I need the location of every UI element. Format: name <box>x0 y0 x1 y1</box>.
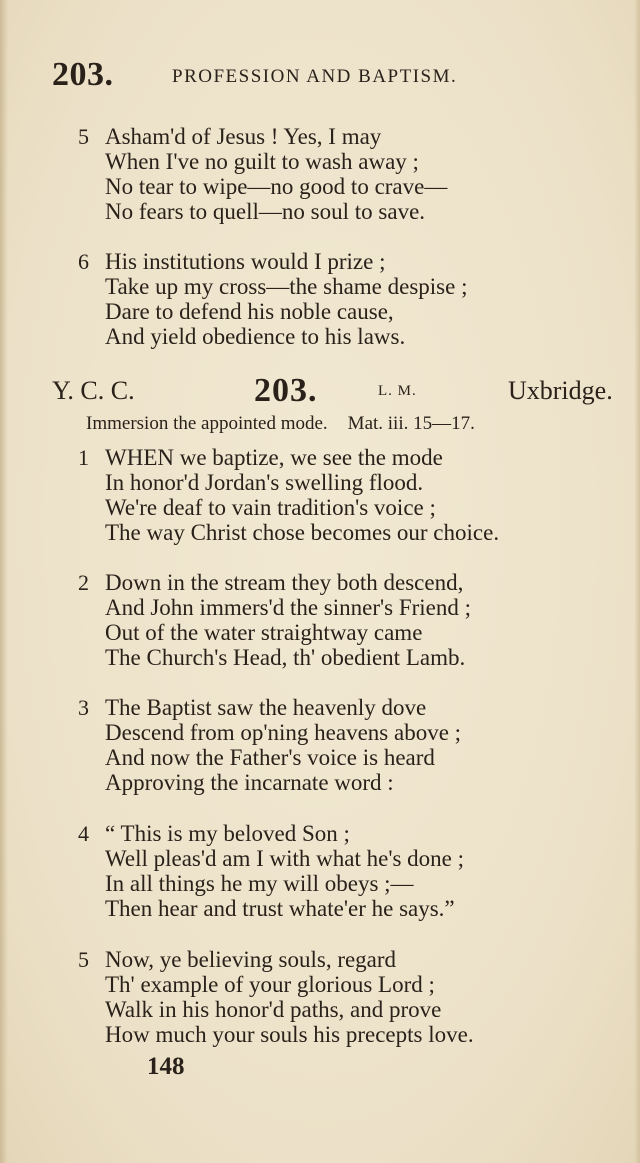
verse-text: “ This is my beloved Son ; <box>105 821 350 846</box>
verse-text: WHEN we baptize, we see the mode <box>105 445 443 470</box>
hymn-meter: L. M. <box>378 383 417 399</box>
page-edge-shadow-left <box>0 0 8 1163</box>
verse-text: And now the Father's voice is heard <box>105 745 435 770</box>
verse-text: His institutions would I prize ; <box>105 249 386 274</box>
scripture-reference: Mat. iii. 15—17. <box>347 413 475 434</box>
verse-number: 3 <box>78 695 89 720</box>
verse-number: 2 <box>78 570 89 595</box>
verse-text: In honor'd Jordan's swelling flood. <box>105 470 424 495</box>
verse-text: And John immers'd the sinner's Friend ; <box>105 595 472 620</box>
page-number: 148 <box>147 1053 185 1080</box>
verse-text: Now, ye believing souls, regard <box>105 947 397 972</box>
verse-text: No tear to wipe—no good to crave— <box>105 174 448 199</box>
verse-text: The Church's Head, th' obedient Lamb. <box>105 645 466 670</box>
verse-text: The Baptist saw the heavenly dove <box>105 695 427 720</box>
verse-text: In all things he my will obeys ;— <box>105 871 414 896</box>
subtitle-text: Immersion the appointed mode. <box>86 413 328 434</box>
verse-text: The way Christ chose becomes our choice. <box>105 520 500 545</box>
verse-text: Down in the stream they both descend, <box>105 570 464 595</box>
hymn-number: 203. <box>254 372 318 409</box>
verse-number: 5 <box>78 947 89 972</box>
verse-text: Descend from op'ning heavens above ; <box>105 720 462 745</box>
verse-text: Dare to defend his noble cause, <box>105 299 394 324</box>
verse-number: 5 <box>78 124 89 149</box>
verse-text: No fears to quell—no soul to save. <box>105 199 426 224</box>
hymn-header <box>52 372 640 412</box>
verse-text: We're deaf to vain tradition's voice ; <box>105 495 436 520</box>
page-edge-shadow-right <box>634 0 640 1163</box>
verse-text: When I've no guilt to wash away ; <box>105 149 419 174</box>
verse-text: Walk in his honor'd paths, and prove <box>105 997 442 1022</box>
hymn-source: Y. C. C. <box>52 376 135 405</box>
verse-text: And yield obedience to his laws. <box>105 324 406 349</box>
verse-text: Th' example of your glorious Lord ; <box>105 972 435 997</box>
verse-number: 6 <box>78 249 89 274</box>
hymn-subtitle <box>86 413 475 435</box>
verse-number: 1 <box>78 445 89 470</box>
verse-text: Well pleas'd am I with what he's done ; <box>105 846 465 871</box>
verse-text: Then hear and trust whate'er he says.” <box>105 896 455 921</box>
verse-text: Approving the incarnate word : <box>105 770 394 795</box>
verse-text: Take up my cross—the shame despise ; <box>105 274 468 299</box>
running-head-hymn-number: 203. <box>52 56 114 93</box>
hymn-tune: Uxbridge. <box>508 376 613 405</box>
verse-text: How much your souls his precepts love. <box>105 1022 474 1047</box>
running-head-title: PROFESSION AND BAPTISM. <box>172 66 458 87</box>
verse-text: Out of the water straightway came <box>105 620 423 645</box>
verse-text: Asham'd of Jesus ! Yes, I may <box>105 124 382 149</box>
running-head <box>52 56 610 96</box>
verse-number: 4 <box>78 821 89 846</box>
